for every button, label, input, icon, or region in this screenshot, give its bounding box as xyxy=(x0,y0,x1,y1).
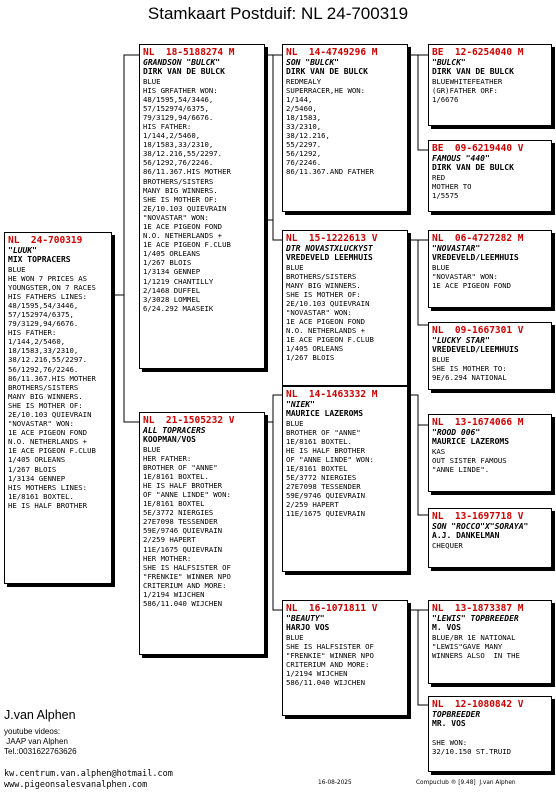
info-line: 3/3028 LOMMEL xyxy=(143,294,201,304)
info-line: 38/12.216, xyxy=(286,131,330,141)
ring-number: NL 12-1080842 V xyxy=(432,699,524,710)
info-line: 1E/8161 BOXTEL. xyxy=(143,471,209,481)
info-line: 1E/8161 BOXTEL xyxy=(143,499,205,509)
pigeon-name: SON "ROCCO"X"SORAYA" xyxy=(432,522,529,531)
info-line: 1E ACE PIGEON FOND xyxy=(286,317,366,327)
pigeon-name: FAMOUS "440" xyxy=(432,154,490,163)
info-line: BROTHERS/SISTERS xyxy=(286,271,357,281)
info-line: YOUNGSTER,ON 7 RACES xyxy=(8,282,96,292)
print-date: 16-08-2025 xyxy=(318,780,352,786)
info-line: "NOVASTAR" WON: xyxy=(143,212,209,222)
info-line: "ANNE LINDE". xyxy=(432,464,490,474)
telephone: Tel.:0031622763626 xyxy=(4,747,77,756)
owner-name: VREDEVELD/LEEMHUIS xyxy=(432,253,519,262)
info-line: BLUEWHITEFEATHER xyxy=(432,76,503,86)
info-line: 1/267 BLOIS xyxy=(143,258,192,268)
info-line: HER MOTHER: xyxy=(143,553,192,563)
pigeon-name: "LEWIS" TOPBREEDER xyxy=(432,614,519,623)
subject-pigeon-card[interactable] xyxy=(4,232,112,584)
pigeon-name: "LUCKY STAR" xyxy=(432,336,490,345)
info-line: BROTHERS/SISTERS xyxy=(8,382,79,392)
info-line: 1E/8161 BOXTEL. xyxy=(8,491,74,501)
info-line: 1/267 BLOIS xyxy=(8,464,57,474)
great-grandparent-card-6[interactable] xyxy=(428,508,552,568)
info-line: 1E ACE PIGEON F.CLUB xyxy=(286,335,374,345)
great-grandparent-card-1[interactable] xyxy=(428,44,552,126)
email-address[interactable]: kw.centrum.van.alphen@hotmail.com xyxy=(4,769,173,779)
owner-name: VREDEVELD/LEEMHUIS xyxy=(432,345,519,354)
owner-name: MIX TOPRACERS xyxy=(8,255,71,264)
info-line: 56/1292,76/2246. xyxy=(143,158,214,168)
info-line: 1/405 ORLEANS xyxy=(143,249,201,259)
pigeon-name: DTR NOVASTXLUCKYST xyxy=(286,244,373,253)
info-line: 32/10.150 ST.TRUID xyxy=(432,746,512,756)
info-line: BLUE xyxy=(8,264,26,274)
info-line: BLUE xyxy=(286,418,304,428)
owner-name: DIRK VAN DE BULCK xyxy=(432,67,514,76)
ring-number: NL 13-1697718 V xyxy=(432,511,524,522)
info-line: OF "ANNE LINDE" WON: xyxy=(286,454,374,464)
ring-number: NL 24-700319 xyxy=(8,235,83,246)
info-line: SHE IS MOTHER OF: xyxy=(286,289,361,299)
info-line: BROTHERS/SISTERS xyxy=(143,176,214,186)
info-line: MOTHER TO xyxy=(432,181,472,191)
info-line: SHE IS HALFSISTER OF xyxy=(286,641,374,651)
youtube-channel: JAAP van Alphen xyxy=(4,737,68,746)
info-line: 1E ACE PIGEON F.CLUB xyxy=(8,446,96,456)
ring-number: NL 18-5188274 M xyxy=(143,47,235,58)
maternal-grandmother-card[interactable] xyxy=(282,600,408,716)
info-line: 33/2310, xyxy=(286,121,322,131)
info-line: 86/11.367.HIS MOTHER xyxy=(8,373,96,383)
owner-name: DIRK VAN DE BULCK xyxy=(286,67,368,76)
great-grandparent-card-7[interactable] xyxy=(428,600,552,684)
great-grandparent-card-4[interactable] xyxy=(428,322,552,390)
pigeon-info xyxy=(432,729,548,756)
info-line: SHE IS MOTHER OF: xyxy=(8,400,83,410)
owner-name: MR. VOS xyxy=(432,719,466,728)
info-line: "LEWIS"GAVE MANY xyxy=(432,641,503,651)
info-line: 1/144,2/5460, xyxy=(143,131,201,141)
pigeon-info xyxy=(286,633,404,688)
info-line: BLUE xyxy=(286,632,304,642)
info-line: 18/1583,33/2310, xyxy=(8,346,79,356)
youtube-label: youtube videos: xyxy=(4,727,61,736)
info-line: 38/12.216,55/2297. xyxy=(8,355,88,365)
info-line: 1/405 ORLEANS xyxy=(286,344,344,354)
maternal-grandfather-card[interactable] xyxy=(282,386,408,572)
ring-number: NL 13-1873387 M xyxy=(432,603,524,614)
info-line: 1/2194 WIJCHEN xyxy=(143,590,205,599)
info-line: 18/1583,33/2310, xyxy=(143,140,214,150)
info-line: 1/5575 xyxy=(432,190,459,200)
ring-number: NL 09-1667301 V xyxy=(432,325,524,336)
info-line: 38/12.216,55/2297. xyxy=(143,149,223,159)
pigeon-info xyxy=(8,265,108,511)
great-grandparent-card-8[interactable] xyxy=(428,696,552,772)
page-title: Stamkaart Postduif: NL 24-700319 xyxy=(147,4,409,23)
pigeon-info xyxy=(286,77,404,177)
info-line: 11E/1675 QUIEVRAIN xyxy=(143,544,223,554)
pigeon-name: TOPBREEDER xyxy=(432,710,481,719)
pigeon-name: "NIEK" xyxy=(286,400,315,409)
owner-name: HARJO VOS xyxy=(286,623,330,632)
info-line: 79/3129,94/6676. xyxy=(143,112,214,122)
info-line: 2/5460, xyxy=(286,103,317,113)
info-line: HIS FATHERS LINES: xyxy=(8,291,88,301)
pigeon-info xyxy=(432,355,548,382)
info-line: 56/1292, xyxy=(286,149,322,159)
info-line: BLUE xyxy=(432,262,450,272)
info-line: 1E ACE PIGEON FOND xyxy=(8,428,88,438)
info-line: 1/3134 GENNEP xyxy=(143,267,201,277)
info-line: 11E/1675 QUIEVRAIN xyxy=(286,509,366,519)
info-line: 1E ACE PIGEON F.CLUB xyxy=(143,240,231,250)
info-line: RED xyxy=(432,172,446,182)
info-line: 48/1595,54/3446, xyxy=(8,300,79,310)
pigeon-name: ALL TOPRACERS xyxy=(143,426,206,435)
info-line: 1/144, xyxy=(286,94,313,104)
info-line: BROTHER OF "ANNE" xyxy=(286,427,361,437)
info-line: N.O. NETHERLANDS + xyxy=(8,437,88,447)
info-line: 1/405 ORLEANS xyxy=(8,455,66,465)
pigeon-name: "BEAUTY" xyxy=(286,614,325,623)
pigeon-info xyxy=(432,263,548,290)
info-line: CHEQUER xyxy=(432,540,463,550)
info-line: OF "ANNE LINDE" WON: xyxy=(143,489,231,499)
owner-name: MAURICE LAZEROMS xyxy=(432,437,510,446)
ring-number: BE 12-6254040 M xyxy=(432,47,524,58)
info-line: HIS MOTHERS LINES: xyxy=(8,482,88,492)
info-line: REDMEALY xyxy=(286,76,322,86)
pigeon-info xyxy=(432,541,548,550)
info-line: SUPERRACER,HE WON: xyxy=(286,85,366,95)
info-line: 6/24.292 MAASEIK xyxy=(143,303,214,313)
info-line: 55/2297. xyxy=(286,140,322,150)
info-line: 59E/9746 QUIEVRAIN xyxy=(143,526,223,536)
info-line: "NOVASTAR" WON: xyxy=(8,419,74,429)
info-line: 2E/10.103 QUIEVRAIN xyxy=(143,203,227,213)
info-line: 48/1595,54/3446, xyxy=(143,94,214,104)
info-line: 86/11.367.AND FATHER xyxy=(286,167,374,177)
pigeon-name: GRANDSON "BULCK" xyxy=(143,58,221,67)
software-credit: Compuclub ® [9.48] J.van Alphen xyxy=(416,780,516,786)
info-line: 2/1468 DUFFEL xyxy=(143,285,201,295)
pigeon-name: SON "BULCK" xyxy=(286,58,339,67)
info-line: MANY BIG WINNERS. xyxy=(286,280,361,290)
info-line: 2/259 HAPERT xyxy=(143,535,196,545)
info-line: 27E7098 TESSENDER xyxy=(286,482,361,492)
info-line: 79/3129,94/6676. xyxy=(8,319,79,329)
info-line: "NOVASTAR" WON: xyxy=(432,271,498,281)
info-line: 1/2194 WIJCHEN xyxy=(286,668,348,678)
info-line: "NOVASTAR" WON: xyxy=(286,307,352,317)
owner-name: A.J. DANKELMAN xyxy=(432,531,500,540)
info-line: 57/152974/6375, xyxy=(8,309,74,319)
info-line: 1E/8161 BOXTEL. xyxy=(286,436,352,446)
info-line: BROTHER OF "ANNE" xyxy=(143,462,218,472)
ring-number: NL 21-1505232 V xyxy=(143,415,235,426)
info-line: 56/1292,76/2246. xyxy=(8,364,79,374)
ring-number: NL 14-1463332 M xyxy=(286,389,378,400)
website-link[interactable]: www.pigeonsalesvanalphen.com xyxy=(4,780,148,790)
info-line: 5E/3772 NIERGIES xyxy=(143,508,214,518)
owner-name: VREDEVELD LEEMHUIS xyxy=(286,253,373,262)
pigeon-info xyxy=(143,77,261,313)
info-line: HE WON 7 PRICES AS xyxy=(8,273,88,283)
info-line: BLUE xyxy=(143,444,161,454)
info-line: 27E7098 TESSENDER xyxy=(143,517,218,527)
info-line: HIS FATHER: xyxy=(143,121,192,131)
info-line: "FRENKIE" WINNER NPO xyxy=(286,650,374,660)
info-line: N.O. NETHERLANDS + xyxy=(286,326,366,336)
mother-card[interactable] xyxy=(139,412,265,655)
info-line: N.O. NETHERLANDS + xyxy=(143,231,223,241)
info-line: SHE IS MOTHER TO: xyxy=(432,363,507,373)
paternal-grandfather-card[interactable] xyxy=(282,44,408,212)
info-line: OUT SISTER FAMOUS xyxy=(432,455,507,465)
info-line: 1E ACE PIGEON FOND xyxy=(432,280,512,290)
info-line: 76/2246. xyxy=(286,158,322,168)
owner-name: MAURICE LAZEROMS xyxy=(286,409,364,418)
info-line: 5E/3772 NIERGIES xyxy=(286,473,357,483)
info-line: KAS xyxy=(432,446,446,456)
info-line: 1/144,2/5460, xyxy=(8,337,66,347)
great-grandparent-card-3[interactable] xyxy=(428,230,552,308)
info-line: 9E/6.294 NATIONAL xyxy=(432,372,507,382)
info-line: HE IS HALF BROTHER xyxy=(8,500,88,510)
pigeon-info xyxy=(432,173,548,200)
info-line: 86/11.367.HIS MOTHER xyxy=(143,167,231,177)
great-grandparent-card-5[interactable] xyxy=(428,414,552,492)
info-line: (GR)FATHER ORF: xyxy=(432,85,498,95)
ring-number: NL 15-1222613 V xyxy=(286,233,378,244)
pigeon-info xyxy=(432,447,548,474)
info-line: 1E/8161 BOXTEL xyxy=(286,463,348,473)
owner-name: KOOPMAN/VOS xyxy=(143,435,196,444)
info-line: HIS FATHER: xyxy=(8,328,57,338)
pigeon-info xyxy=(143,445,261,609)
pigeon-info xyxy=(432,633,548,660)
info-line: SHE IS HALFSISTER OF xyxy=(143,562,231,572)
info-line: "FRENKIE" WINNER NPO xyxy=(143,571,231,581)
info-line: HER FATHER: xyxy=(143,453,192,463)
info-line: 2E/10.103 QUIEVRAIN xyxy=(286,298,370,308)
info-line: MANY BIG WINNERS. xyxy=(8,391,83,401)
pigeon-name: "LUUK" xyxy=(8,246,37,255)
info-line: 2E/10.103 QUIEVRAIN xyxy=(8,410,92,419)
info-line: BLUE/BR 1E NATIONAL xyxy=(432,632,516,642)
ring-number: NL 06-4727282 M xyxy=(432,233,524,244)
owner-name: DIRK VAN DE BULCK xyxy=(432,163,514,172)
info-line: 1/267 BLOIS xyxy=(286,353,335,363)
paternal-grandmother-card[interactable] xyxy=(282,230,408,386)
info-line: 57/152974/6375, xyxy=(143,103,209,113)
info-line: 1/1219 CHANTILLY xyxy=(143,276,214,286)
info-line: 586/11.040 WIJCHEN xyxy=(286,677,366,687)
ring-number: BE 09-6219440 V xyxy=(432,143,524,154)
ring-number: NL 13-1674066 M xyxy=(432,417,524,428)
info-line: HE IS HALF BROTHER xyxy=(143,480,223,490)
father-card[interactable] xyxy=(139,44,265,369)
info-line: 2/259 HAPERT xyxy=(286,500,339,510)
pigeon-name: "NOVASTAR" xyxy=(432,244,481,253)
ring-number: NL 16-1071811 V xyxy=(286,603,378,614)
pigeon-name: "ROOD 006" xyxy=(432,428,481,437)
great-grandparent-card-2[interactable] xyxy=(428,140,552,212)
info-line: 59E/9746 QUIEVRAIN xyxy=(286,491,366,501)
info-line: MANY BIG WINNERS. xyxy=(143,185,218,195)
info-line: BLUE xyxy=(143,76,161,86)
info-line xyxy=(432,729,548,738)
info-line: SHE IS MOTHER OF: xyxy=(143,194,218,204)
info-line: HIS GRFATHER WON: xyxy=(143,85,218,95)
info-line: 18/1583, xyxy=(286,112,322,122)
info-line: 1E ACE PIGEON FOND xyxy=(143,222,223,231)
pigeon-info xyxy=(286,263,404,363)
pigeon-info xyxy=(286,419,404,519)
info-line: 1/6676 xyxy=(432,94,459,104)
ring-number: NL 14-4749296 M xyxy=(286,47,378,58)
owner-name: M. VOS xyxy=(432,623,461,632)
info-line: BLUE xyxy=(432,354,450,364)
pigeon-name: "BULCK" xyxy=(432,58,466,67)
pigeon-info xyxy=(432,77,548,104)
info-line: WINNERS ALSO IN THE xyxy=(432,650,520,660)
info-line: BLUE xyxy=(286,262,304,272)
info-line: 1/3134 GENNEP xyxy=(8,473,66,483)
info-line: SHE WON: xyxy=(432,737,468,747)
info-line: HE IS HALF BROTHER xyxy=(286,445,366,455)
breeder-name: J.van Alphen xyxy=(4,708,76,722)
owner-name: DIRK VAN DE BULCK xyxy=(143,67,225,76)
info-line: 586/11.040 WIJCHEN xyxy=(143,599,223,609)
info-line: CRITERIUM AND MORE: xyxy=(286,659,370,669)
info-line: CRITERIUM AND MORE: xyxy=(143,580,227,590)
